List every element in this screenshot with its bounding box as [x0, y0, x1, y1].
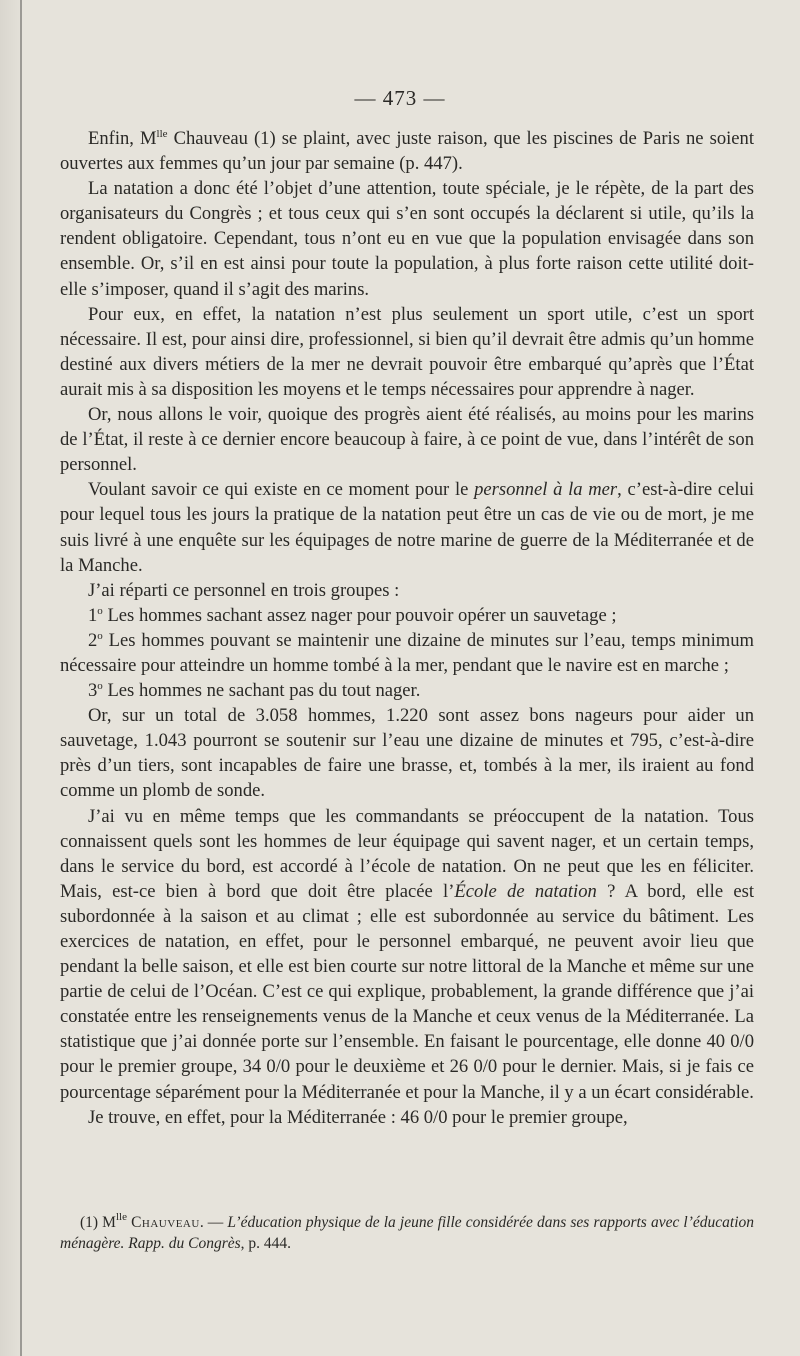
footnote-title: L’éducation physique de la jeune fille considérée dans ses rapports avec l’éducation ménagère. Rapp. du Congrès	[60, 1214, 755, 1252]
paragraph-text: J’ai vu en même temps que les commandants se préoccupent de la natation. Tous connaissent quels sont les hommes de leur équipage qui savent nager, et un certain temps, dans le service du bord, est accordé à l’école de natation. On ne peut que les en féliciter. Mais, est-ce bien à bord que doit être placée l’	[60, 805, 754, 902]
page-number: — 473 —	[354, 86, 446, 110]
list-number: 3	[88, 680, 98, 702]
paragraph: La natation a donc été l’objet d’une attention, toute spéciale, je le répète, de la part des organisateurs du Congrès ; et tous ceux qui s’en sont occupés la déclarent si utile, qu’ils la rendent obligatoire. Cependant, tous n’ont eu en vue que la population envisagée dans son ensemble. Or, s’il en est ainsi pour toute la population, à plus forte raison cette utilité doit-elle s’imposer, quand il s’agit des marins.	[60, 178, 754, 300]
paragraph-text: Les hommes ne sachant pas du tout nager.	[102, 680, 421, 702]
paragraph-text: Voulant savoir ce qui existe en ce moment pour le	[88, 479, 475, 501]
list-item-group-3	[60, 678, 754, 703]
paragraph-text: ? A bord, elle est subordonnée à la saison et au climat ; elle est subordonnée au service du bâtiment. Les exercices de natation, en effet, pour le personnel embarqué, ne peuvent avoir lieu que pendant la belle saison, et elle est bien courte sur notre littoral de la Manche et même sur une partie de celui de l’Océan. C’est ce qui explique, probablement, la grande différence que j’ai constatée entre les renseignements venus de la Manche et ceux venus de la Méditerranée. La statistique que j’ai donnée porte sur l’ensemble. En faisant le pourcentage, elle donne 40 0/0 pour le premier groupe, 34 0/0 pour le deuxième et 26 0/0 pour le dernier. Mais, si je fais ce pourcentage séparément pour la Méditerranée et pour la Manche, il y a un écart considérable.	[60, 880, 755, 1103]
paragraph-text: Les hommes sachant assez nager pour pouvoir opérer un sauvetage ;	[102, 604, 617, 626]
list-item-group-1	[60, 603, 754, 628]
paragraph-text: Enfin, M	[88, 128, 157, 149]
paragraph-text: Les hommes pouvant se maintenir une dizaine de minutes sur l’eau, temps minimum nécessaire pour atteindre un homme tombé à la mer, pendant que le navire est en marche ;	[60, 629, 754, 676]
list-number: 2	[88, 629, 98, 651]
paragraph: Pour eux, en effet, la natation n’est plus seulement un sport utile, c’est un sport nécessaire. Il est, pour ainsi dire, professionnel, si bien qu’il devrait être admis qu’un homme destiné aux divers métiers de la mer ne devrait pouvoir être embarqué qu’après que l’État aurait mis à sa disposition les moyens et le temps nécessaires pour apprendre à nager.	[60, 303, 754, 400]
paragraph: J’ai réparti ce personnel en trois groupes :	[88, 579, 400, 601]
paragraph: Or, sur un total de 3.058 hommes, 1.220 sont assez bons nageurs pour aider un sauvetage, 1.043 pourront se soutenir sur l’eau une dizaine de minutes et 795, c’est-à-dire près d’un tiers, sont incapables de faire une brasse, et, tombés à la mer, ils iraient au fond comme un plomb de sonde.	[60, 705, 754, 802]
footnote-page-ref: , p. 444.	[240, 1235, 292, 1252]
paragraph: Or, nous allons le voir, quoique des progrès aient été réalisés, au moins pour les marins de l’État, il reste à ce dernier encore beaucoup à faire, à ce point de vue, dans l’intérêt de son personnel.	[60, 404, 754, 476]
footnote-text	[60, 1212, 754, 1254]
superscript: o	[97, 629, 103, 642]
list-item-group-2	[60, 628, 754, 678]
book-spine-shadow	[0, 0, 22, 1356]
italic-text: École de natation	[454, 880, 597, 902]
paragraph	[60, 477, 754, 577]
paragraph	[60, 804, 754, 1105]
superscript: lle	[156, 128, 168, 140]
superscript: o	[97, 604, 103, 617]
footnote-separator: . —	[199, 1214, 228, 1231]
italic-text: personnel à la mer	[474, 479, 618, 501]
list-number: 1	[88, 604, 98, 626]
footnote	[60, 1212, 754, 1254]
body-text	[60, 126, 754, 1130]
footnote-marker: (1) M	[80, 1214, 116, 1231]
book-spine-edge	[20, 0, 22, 1356]
superscript: o	[97, 680, 103, 693]
superscript: lle	[115, 1211, 127, 1223]
paragraph: Je trouve, en effet, pour la Méditerranée : 46 0/0 pour le premier groupe,	[88, 1106, 628, 1128]
footnote-author: Chauveau	[131, 1214, 200, 1231]
paragraph-text: , c’est-à-dire celui pour lequel tous les jours la pratique de la natation peut être un cas de vie ou de mort, je me suis livré à une enquête sur les équipages de notre marine de guerre de la Méditerranée et de la Manche.	[60, 479, 754, 576]
paragraph-text: Chauveau (1) se plaint, avec juste raison, que les piscines de Paris ne soient ouvertes aux femmes qu’un jour par semaine (p. 447).	[60, 128, 754, 175]
paragraph	[60, 126, 754, 176]
